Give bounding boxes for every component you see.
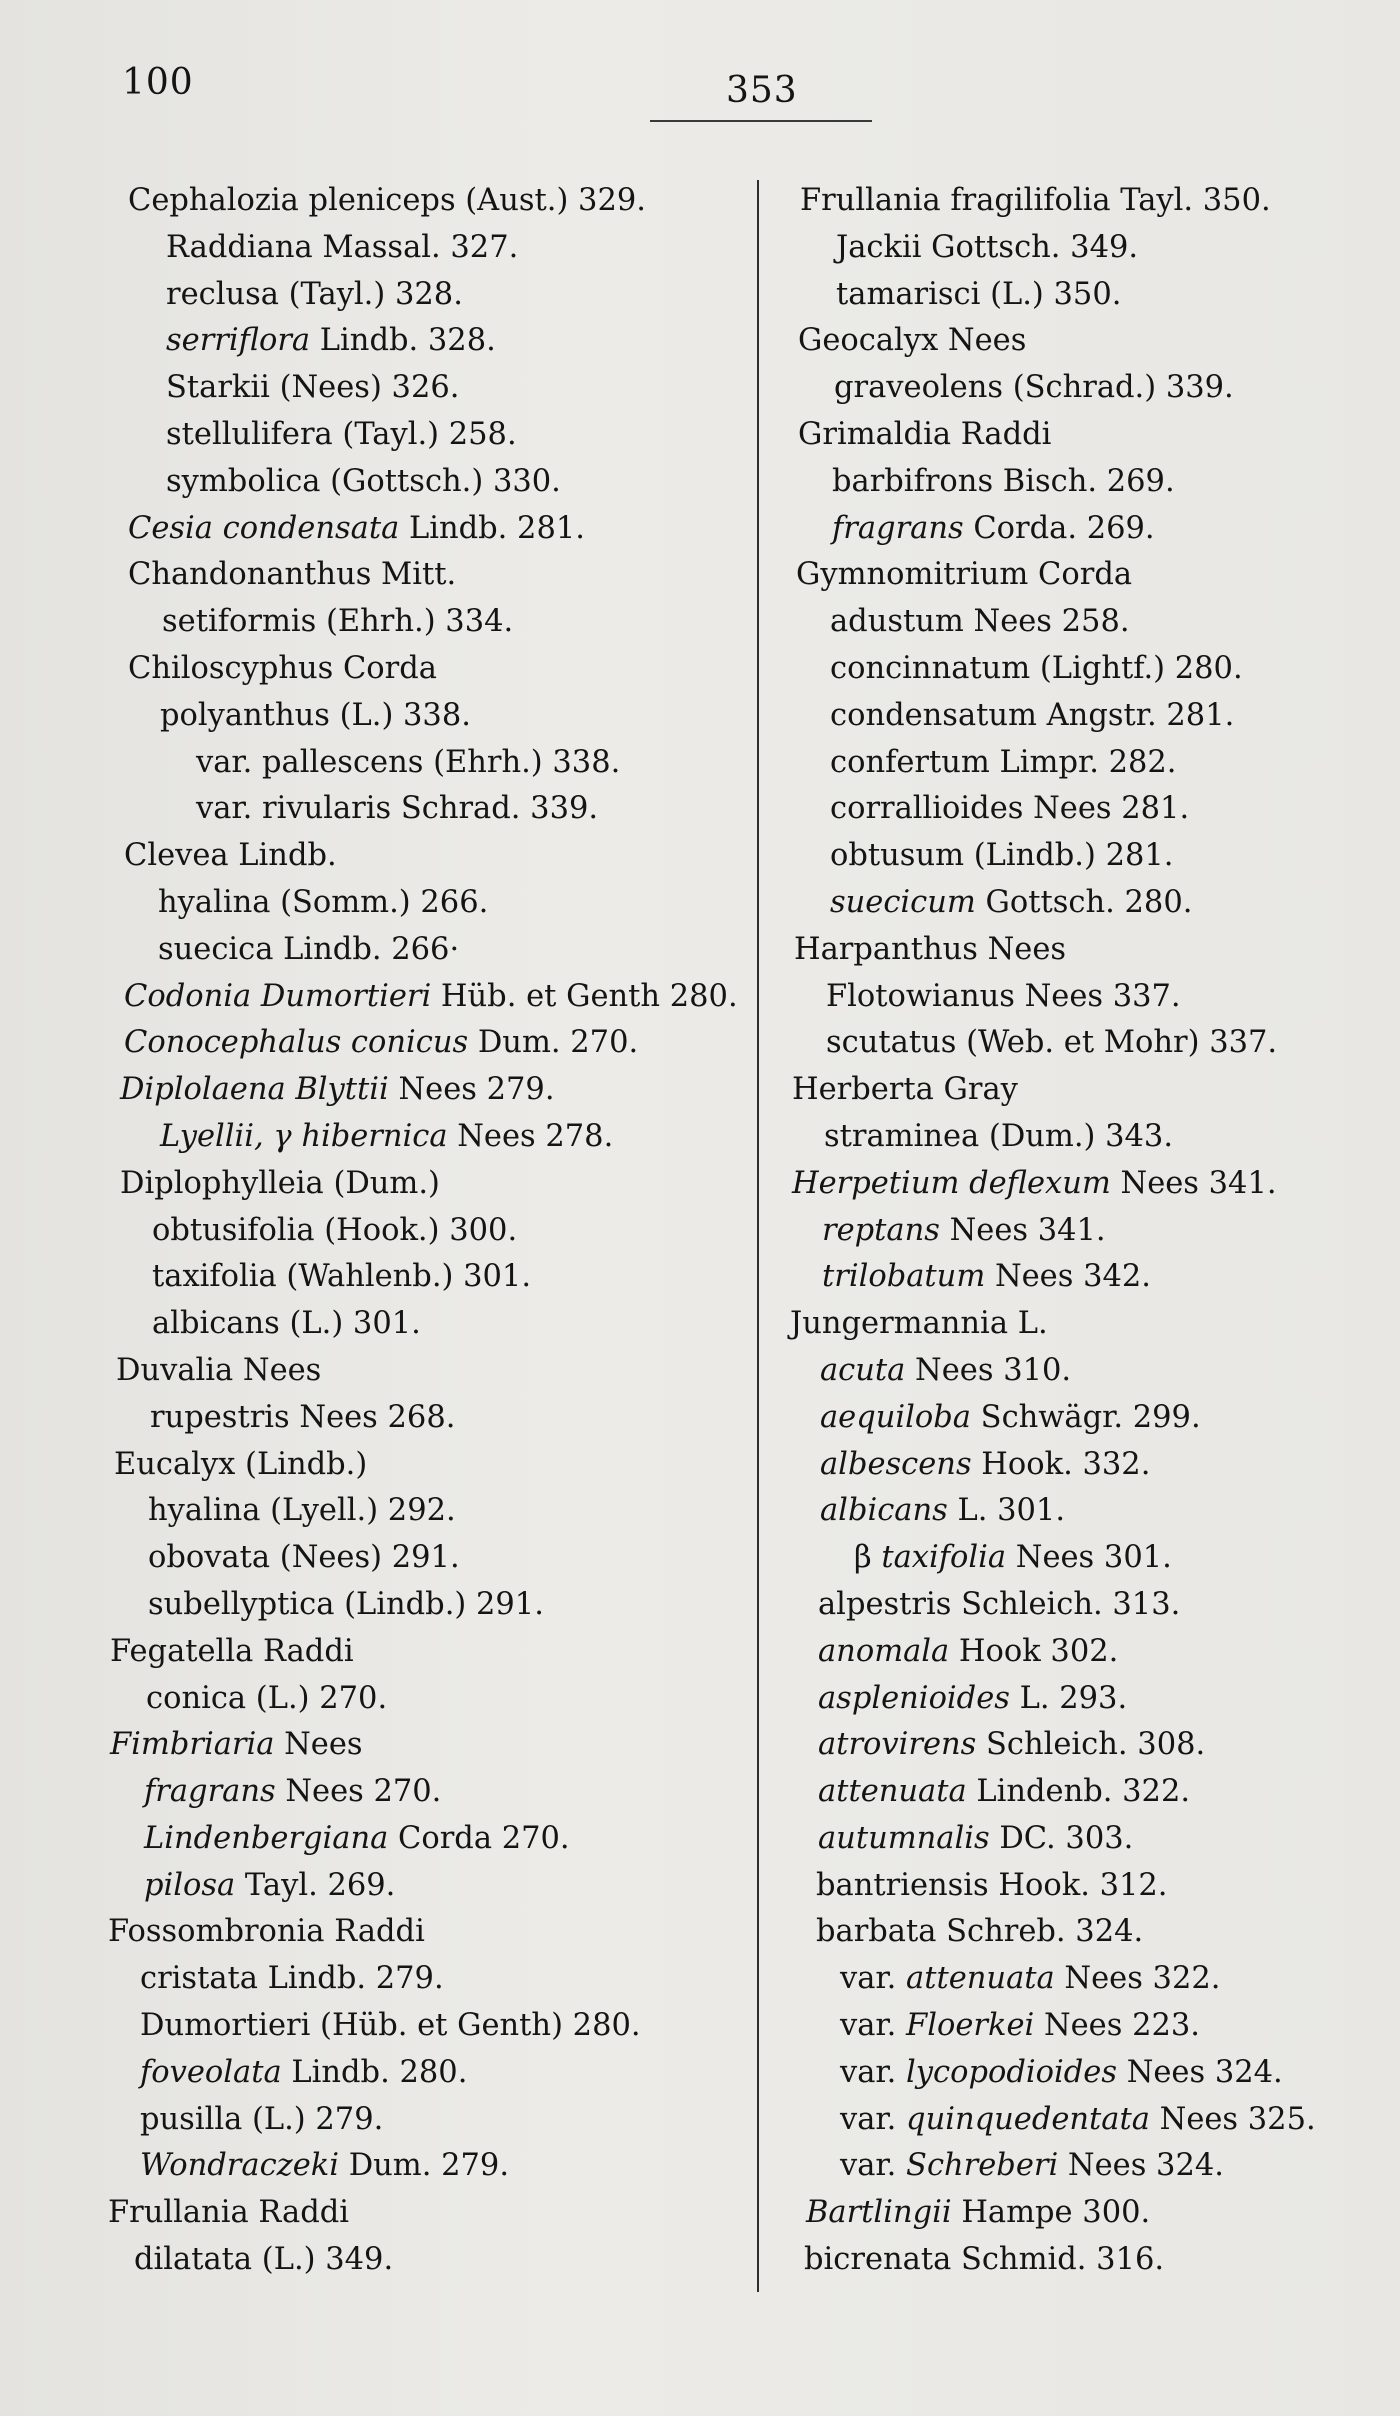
entry-text: DC. 303.	[989, 1820, 1134, 1856]
index-column-right	[786, 178, 1386, 2284]
entry-text: setiformis (Ehrh.) 334.	[162, 604, 514, 640]
entry-text: Lindb. 281.	[399, 510, 585, 546]
entry-text: taxifolia (Wahlenb.) 301.	[152, 1259, 532, 1295]
index-entry	[786, 833, 1386, 880]
index-entry	[108, 1863, 748, 1910]
entry-text: var.	[840, 2054, 907, 2090]
index-entry	[786, 1301, 1386, 1348]
entry-text: straminea (Dum.) 343.	[824, 1118, 1174, 1154]
entry-text: scutatus (Web. et Mohr) 337.	[826, 1025, 1278, 1061]
entry-text: Nees 278.	[447, 1118, 614, 1154]
index-entry	[108, 225, 748, 272]
index-entry	[108, 1722, 748, 1769]
entry-text: Gymnomitrium Corda	[796, 557, 1133, 593]
index-entry	[786, 1114, 1386, 1161]
entry-text: Lindb. 280.	[281, 2054, 468, 2090]
entry-text: Chandonanthus Mitt.	[128, 557, 457, 593]
index-entry	[786, 693, 1386, 740]
entry-text-italic: Lyellii, γ hibernica	[160, 1118, 448, 1154]
entry-text-italic: asplenioides	[818, 1680, 1010, 1716]
index-entry	[108, 1208, 748, 1255]
entry-text-italic: attenuata	[818, 1774, 967, 1810]
index-entry	[786, 1956, 1386, 2003]
index-entry	[108, 1535, 748, 1582]
entry-text: Nees 322.	[1054, 1961, 1221, 1997]
entry-text: Nees 270.	[275, 1774, 442, 1810]
entry-text: Hook 302.	[949, 1633, 1119, 1669]
entry-text: Gottsch. 280.	[975, 884, 1193, 920]
entry-text: Fossombronia Raddi	[108, 1914, 425, 1950]
index-entry	[786, 2237, 1386, 2284]
index-entry	[786, 1816, 1386, 1863]
entry-text: Nees 301.	[1006, 1540, 1172, 1576]
entry-text: pusilla (L.) 279.	[140, 2101, 384, 2137]
entry-text: obtusum (Lindb.) 281.	[830, 838, 1174, 874]
index-entry	[108, 2143, 748, 2190]
index-entry	[108, 459, 748, 506]
index-entry	[108, 1161, 748, 1208]
index-entry	[786, 880, 1386, 927]
index-entry	[108, 1442, 748, 1489]
entry-text: adustum Nees 258.	[830, 604, 1130, 640]
entry-text: condensatum Angstr. 281.	[830, 697, 1235, 733]
entry-text: Tayl. 269.	[235, 1867, 396, 1903]
entry-text: dilatata (L.) 349.	[134, 2242, 394, 2278]
index-entry	[786, 2050, 1386, 2097]
entry-text: Harpanthus Nees	[794, 931, 1067, 967]
entry-text: Hook. 332.	[971, 1446, 1151, 1482]
entry-text: hyalina (Somm.) 266.	[158, 884, 489, 920]
index-entry	[786, 927, 1386, 974]
index-entry	[108, 927, 748, 974]
page-number-left: 100	[122, 62, 194, 103]
entry-text: suecica Lindb. 266·	[158, 931, 460, 967]
entry-text: Nees 325.	[1149, 2101, 1316, 2137]
entry-text-italic: Schreberi	[906, 2148, 1059, 2184]
entry-text-italic: acuta	[820, 1352, 906, 1388]
index-entry	[786, 1254, 1386, 1301]
index-entry	[108, 833, 748, 880]
entry-text: Nees 342.	[985, 1259, 1151, 1295]
index-entry	[786, 1208, 1386, 1255]
entry-text: albicans (L.) 301.	[152, 1306, 421, 1342]
entry-text-italic: Conocephalus conicus	[124, 1025, 469, 1061]
index-entry	[108, 2237, 748, 2284]
index-entry	[786, 646, 1386, 693]
entry-text: subellyptica (Lindb.) 291.	[148, 1586, 544, 1622]
entry-text: Lindenb. 322.	[966, 1774, 1191, 1810]
entry-text-italic: albicans	[820, 1493, 948, 1529]
entry-text: tamarisci (L.) 350.	[836, 276, 1122, 312]
page-number-center: 353	[726, 70, 798, 111]
entry-text: Jackii Gottsch. 349.	[836, 229, 1139, 265]
entry-text: corrallioides Nees 281.	[830, 791, 1190, 827]
entry-text-italic: attenuata	[906, 1961, 1055, 1997]
entry-text: β	[854, 1540, 882, 1576]
entry-text: Nees 279.	[388, 1072, 555, 1108]
index-entry	[786, 974, 1386, 1021]
entry-text: graveolens (Schrad.) 339.	[834, 370, 1234, 406]
index-entry	[108, 506, 748, 553]
index-entry	[786, 1348, 1386, 1395]
entry-text-italic: anomala	[818, 1633, 950, 1669]
index-entry	[786, 178, 1386, 225]
index-entry	[786, 2003, 1386, 2050]
entry-text: Starkii (Nees) 326.	[166, 370, 460, 406]
entry-text: Dum. 270.	[468, 1025, 639, 1061]
entry-text-italic: serriflora	[166, 323, 311, 359]
entry-text: Lindb. 328.	[310, 323, 496, 359]
index-entry	[108, 2097, 748, 2144]
entry-text: barbifrons Bisch. 269.	[832, 463, 1175, 499]
entry-text-italic: Cesia condensata	[128, 510, 400, 546]
index-entry	[108, 740, 748, 787]
index-entry	[108, 412, 748, 459]
index-entry	[786, 2097, 1386, 2144]
entry-text-italic: atrovirens	[818, 1727, 977, 1763]
index-entry	[786, 318, 1386, 365]
index-entry	[108, 1348, 748, 1395]
entry-text: Nees 341.	[939, 1212, 1106, 1248]
entry-text: Cephalozia pleniceps (Aust.) 329.	[128, 183, 646, 218]
index-entry	[108, 318, 748, 365]
index-entry	[786, 1067, 1386, 1114]
entry-text: Schwägr. 299.	[970, 1399, 1201, 1435]
index-entry	[786, 1020, 1386, 1067]
entry-text: hyalina (Lyell.) 292.	[148, 1493, 456, 1529]
index-entry	[786, 1909, 1386, 1956]
index-entry	[786, 1161, 1386, 1208]
entry-text: Hampe 300.	[951, 2195, 1151, 2231]
index-entry	[108, 552, 748, 599]
entry-text-italic: pilosa	[144, 1867, 236, 1903]
index-entry	[108, 2003, 748, 2050]
index-entry	[108, 1067, 748, 1114]
entry-text: Duvalia Nees	[116, 1352, 322, 1388]
index-entry	[786, 1582, 1386, 1629]
entry-text: var. pallescens (Ehrh.) 338.	[196, 744, 621, 780]
index-entry	[786, 1863, 1386, 1910]
entry-text: rupestris Nees 268.	[150, 1399, 456, 1435]
index-entry	[108, 2190, 748, 2237]
index-entry	[108, 1301, 748, 1348]
entry-text: Raddiana Massal. 327.	[166, 229, 519, 265]
entry-text-italic: Fimbriaria	[110, 1727, 275, 1763]
entry-text: Dumortieri (Hüb. et Genth) 280.	[140, 2008, 641, 2044]
entry-text: var.	[840, 2101, 907, 2137]
entry-text-italic: trilobatum	[822, 1259, 986, 1295]
entry-text: Frullania Raddi	[108, 2195, 350, 2231]
entry-text-italic: Bartlingii	[806, 2195, 952, 2231]
index-entry	[786, 2190, 1386, 2237]
entry-text-italic: quinquedentata	[906, 2101, 1150, 2137]
index-entry	[108, 1676, 748, 1723]
index-entry	[786, 1535, 1386, 1582]
entry-text: Nees 324.	[1117, 2054, 1283, 2090]
entry-text-italic: suecicum	[830, 884, 976, 920]
column-divider	[757, 180, 759, 2292]
index-entry	[108, 1488, 748, 1535]
entry-text-italic: Lindenbergiana	[144, 1820, 389, 1856]
entry-text-italic: autumnalis	[818, 1820, 990, 1856]
entry-text-italic: fragrans	[144, 1774, 276, 1810]
index-entry	[108, 786, 748, 833]
index-entry	[108, 693, 748, 740]
entry-text: Corda 270.	[388, 1820, 570, 1856]
index-entry	[108, 1909, 748, 1956]
entry-text-italic: Floerkei	[906, 2008, 1035, 2044]
entry-text: Diplophylleia (Dum.)	[120, 1165, 440, 1201]
entry-text: Hüb. et Genth 280.	[431, 978, 738, 1014]
entry-text: polyanthus (L.) 338.	[160, 697, 471, 733]
entry-text: alpestris Schleich. 313.	[818, 1586, 1181, 1622]
entry-text: Jungermannia L.	[790, 1306, 1048, 1342]
entry-text: reclusa (Tayl.) 328.	[166, 276, 463, 312]
entry-text: L. 301.	[947, 1493, 1066, 1529]
entry-text-italic: Codonia Dumortieri	[124, 978, 432, 1014]
index-entry	[108, 646, 748, 693]
entry-text: Nees	[274, 1727, 363, 1763]
entry-text: Dum. 279.	[339, 2148, 510, 2184]
entry-text: var.	[840, 2008, 907, 2044]
entry-text: barbata Schreb. 324.	[816, 1914, 1144, 1950]
index-entry	[786, 459, 1386, 506]
entry-text: Nees 341.	[1110, 1165, 1277, 1201]
entry-text: obtusifolia (Hook.) 300.	[152, 1212, 518, 1248]
index-entry	[108, 1395, 748, 1442]
header-rule	[650, 120, 872, 122]
index-entry	[786, 1722, 1386, 1769]
index-entry	[108, 365, 748, 412]
entry-text-italic: Herpetium deflexum	[792, 1165, 1111, 1201]
entry-text: Schleich. 308.	[976, 1727, 1206, 1763]
index-entry	[108, 1956, 748, 2003]
entry-text: symbolica (Gottsch.) 330.	[166, 463, 561, 499]
index-entry	[108, 599, 748, 646]
entry-text: Nees 310.	[905, 1352, 1072, 1388]
entry-text: Geocalyx Nees	[798, 323, 1027, 359]
entry-text-italic: Wondraczeki	[140, 2148, 340, 2184]
index-column-left	[108, 178, 748, 2284]
entry-text: Fegatella Raddi	[110, 1633, 354, 1669]
index-entry	[108, 178, 748, 225]
entry-text-italic: albescens	[820, 1446, 972, 1482]
entry-text: conica (L.) 270.	[146, 1680, 388, 1716]
entry-text: bantriensis Hook. 312.	[816, 1867, 1168, 1903]
entry-text: var. rivularis Schrad. 339.	[196, 791, 599, 827]
entry-text: var.	[840, 2148, 907, 2184]
index-entry	[108, 880, 748, 927]
index-entry	[108, 1629, 748, 1676]
index-entry	[786, 740, 1386, 787]
entry-text-italic: foveolata	[140, 2054, 282, 2090]
entry-text: bicrenata Schmid. 316.	[804, 2242, 1165, 2278]
entry-text: Corda. 269.	[963, 510, 1155, 546]
index-entry	[108, 1582, 748, 1629]
entry-text: Frullania fragilifolia Tayl. 350.	[800, 183, 1271, 218]
entry-text: Eucalyx (Lindb.)	[114, 1446, 368, 1482]
index-entry	[786, 1769, 1386, 1816]
entry-text: concinnatum (Lightf.) 280.	[830, 650, 1243, 686]
entry-text: stellulifera (Tayl.) 258.	[166, 416, 517, 452]
index-entry	[108, 974, 748, 1021]
index-entry	[786, 365, 1386, 412]
entry-text: Nees 223.	[1034, 2008, 1200, 2044]
entry-text: confertum Limpr. 282.	[830, 744, 1177, 780]
entry-text: Grimaldia Raddi	[798, 416, 1052, 452]
entry-text-italic: Diplolaena Blyttii	[120, 1072, 389, 1108]
index-entry	[786, 786, 1386, 833]
index-entry	[786, 599, 1386, 646]
index-entry	[108, 1114, 748, 1161]
entry-text: obovata (Nees) 291.	[148, 1540, 460, 1576]
index-entry	[786, 1676, 1386, 1723]
entry-text: Nees 324.	[1058, 2148, 1224, 2184]
entry-text: cristata Lindb. 279.	[140, 1961, 444, 1997]
entry-text: Herberta Gray	[792, 1072, 1018, 1108]
index-entry	[786, 1629, 1386, 1676]
index-entry	[786, 1395, 1386, 1442]
index-entry	[786, 272, 1386, 319]
index-entry	[786, 1442, 1386, 1489]
entry-text: Chiloscyphus Corda	[128, 650, 437, 686]
entry-text-italic: lycopodioides	[906, 2054, 1117, 2090]
entry-text: var.	[840, 1961, 907, 1997]
index-entry	[108, 2050, 748, 2097]
entry-text-italic: aequiloba	[820, 1399, 971, 1435]
index-entry	[108, 1254, 748, 1301]
entry-text-italic: reptans	[822, 1212, 940, 1248]
entry-text-italic: taxifolia	[881, 1540, 1007, 1576]
entry-text-italic: fragrans	[832, 510, 964, 546]
entry-text: L. 293.	[1009, 1680, 1128, 1716]
index-entry	[786, 412, 1386, 459]
index-entry	[786, 225, 1386, 272]
index-entry	[786, 506, 1386, 553]
index-entry	[786, 1488, 1386, 1535]
index-entry	[108, 1020, 748, 1067]
index-entry	[108, 272, 748, 319]
index-entry	[108, 1816, 748, 1863]
index-entry	[786, 552, 1386, 599]
entry-text: Clevea Lindb.	[124, 838, 337, 874]
index-entry	[108, 1769, 748, 1816]
index-entry	[786, 2143, 1386, 2190]
entry-text: Flotowianus Nees 337.	[826, 978, 1181, 1014]
